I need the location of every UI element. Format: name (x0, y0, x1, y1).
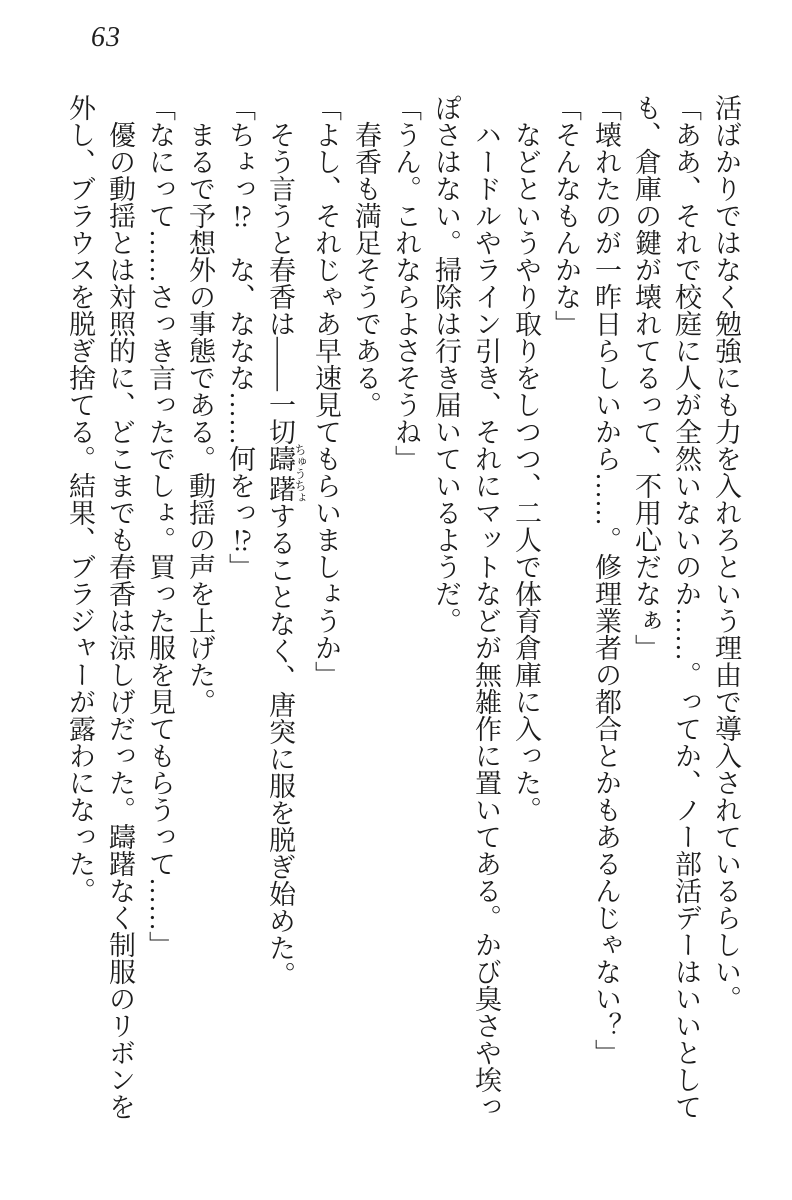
text-line: ぽさはない。掃除は行き届いているようだ。 (431, 94, 461, 634)
text-line: も、倉庫の鍵が壊れてるって、不用心だなぁ」 (631, 94, 661, 661)
text-line: まるで予想外の事態である。動揺の声を上げた。 (185, 121, 215, 715)
furigana-ruby: 躊躇ちゅうちょ (265, 443, 307, 504)
text-line: 「よし、それじゃあ早速見てもらいましょうか」 (311, 94, 341, 688)
text-line: 「そんなもんかな」 (551, 94, 581, 337)
text-line: 優の動揺とは対照的に、どこまでも春香は涼しげだった。躊躇なく制服のリボンを (105, 121, 135, 1120)
page-number: 63 (91, 22, 121, 53)
text-line: ハードルやライン引き、それにマットなどが無雑作に置いてある。かび臭さや埃っ (471, 121, 501, 1120)
text-line: 春香も満足そうである。 (351, 121, 381, 418)
text-line: 「ちょっ⁉ な、ななな……何をっ⁉」 (225, 94, 255, 580)
text-line: 外し、ブラウスを脱ぎ捨てる。結果、ブラジャーが露わになった。 (65, 94, 95, 904)
text-line: 「うん。これならよさそうね」 (391, 94, 421, 472)
page-text (60, 94, 746, 1126)
text-line: 「ああ、それで校庭に人が全然いないのか……。ってか、ノー部活デーはいいとして (671, 94, 701, 1120)
text-line: 「壊れたのが一昨日らしいから……。修理業者の都合とかもあるんじゃない？」 (591, 94, 621, 1066)
text-line: そう言うと春香は――一切躊躇ちゅうちょすることなく、唐突に服を脱ぎ始めた。 (265, 121, 307, 988)
text-line: 活ばかりではなく勉強にも力を入れろという理由で導入されているらしい。 (711, 94, 741, 1012)
text-line: などというやり取りをしつつ、二人で体育倉庫に入った。 (511, 121, 541, 823)
text-line: 「なにって……さっき言ったでしょ。買った服を見てもらうって……」 (145, 94, 175, 958)
